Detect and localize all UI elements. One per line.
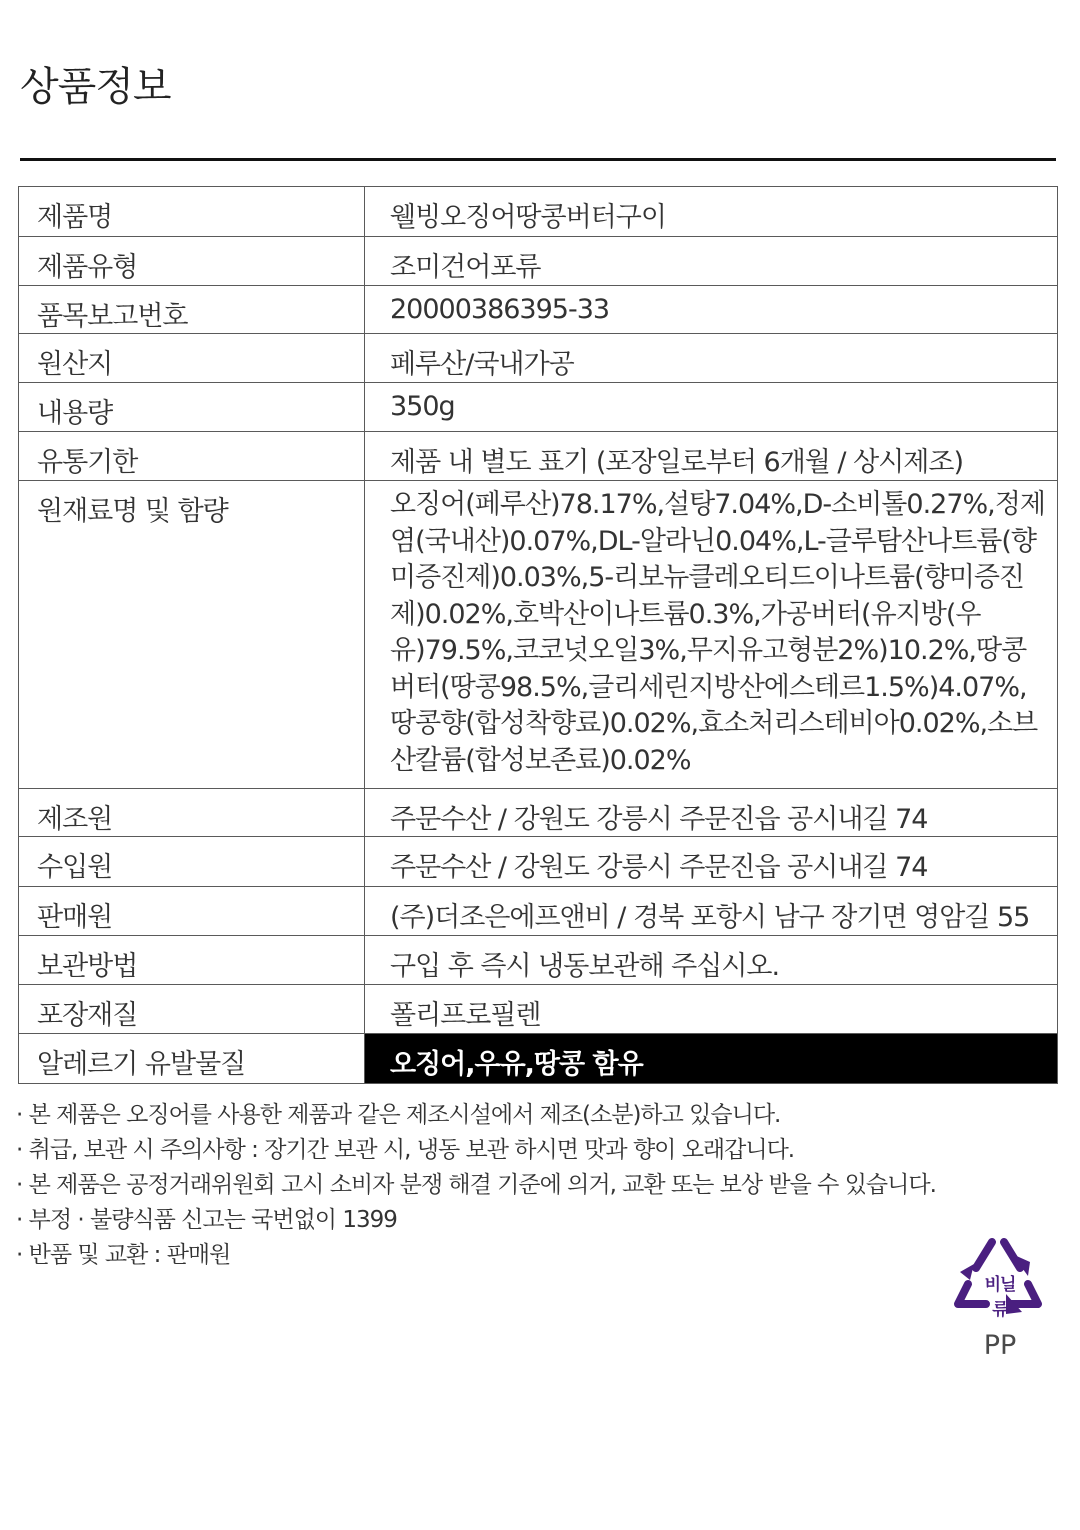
product-info-table (18, 186, 1058, 1084)
row-value-product-type: 조미건어포류 (365, 237, 1058, 286)
notice-item: · 부정 · 불량식품 신고는 국번없이 1399 (16, 1203, 936, 1238)
row-value-storage: 구입 후 즉시 냉동보관해 주십시오. (365, 936, 1058, 985)
row-value-manufacturer: 주문수산 / 강원도 강릉시 주문진읍 공시내길 74 (365, 789, 1058, 837)
row-label-product-type: 제품유형 (19, 237, 365, 286)
row-value-importer: 주문수산 / 강원도 강릉시 주문진읍 공시내길 74 (365, 837, 1058, 887)
row-label-storage: 보관방법 (19, 936, 365, 985)
notice-item: · 취급, 보관 시 주의사항 : 장기간 보관 시, 냉동 보관 하시면 맛과 향이 오래갑니다. (16, 1133, 936, 1168)
row-value-expiration: 제품 내 별도 표기 (포장일로부터 6개월 / 상시제조) (365, 432, 1058, 481)
table-row (19, 383, 1058, 432)
notice-list (16, 1098, 936, 1273)
table-row (19, 481, 1058, 789)
recycle-category-label: 비닐류 (984, 1275, 1016, 1320)
table-row (19, 887, 1058, 936)
row-label-product-name: 제품명 (19, 187, 365, 237)
notice-item: · 본 제품은 공정거래위원회 고시 소비자 분쟁 해결 기준에 의거, 교환 또는 보상 받을 수 있습니다. (16, 1168, 936, 1203)
table-row (19, 936, 1058, 985)
row-label-allergens: 알레르기 유발물질 (19, 1034, 365, 1084)
row-label-manufacturer: 제조원 (19, 789, 365, 837)
table-row (19, 985, 1058, 1034)
table-row (19, 432, 1058, 481)
row-value-allergens: 오징어,우유,땅콩 함유 (365, 1034, 1058, 1084)
row-value-packaging: 폴리프로필렌 (365, 985, 1058, 1034)
recycle-material-label: PP (983, 1330, 1017, 1361)
table-row (19, 237, 1058, 286)
row-label-packaging: 포장재질 (19, 985, 365, 1034)
row-value-origin: 페루산/국내가공 (365, 334, 1058, 383)
table-row (19, 286, 1058, 334)
table-row (19, 837, 1058, 887)
table-row (19, 187, 1058, 237)
title-divider (20, 158, 1056, 161)
table-row (19, 1034, 1058, 1084)
row-value-report-number: 20000386395-33 (365, 286, 1058, 334)
row-label-report-number: 품목보고번호 (19, 286, 365, 334)
row-value-ingredients: 오징어(페루산)78.17%,설탕7.04%,D-소비톨0.27%,정제염(국내산)0.07%,DL-알라닌0.04%,L-글루탐산나트륨(향미증진제)0.03%,5-리보뉴클레오티드이나트륨(향미증진제)0.02%,호박산이나트륨0.3%,가공버터(유지방(우유)79.5%,코코넛오일3%,무지유고형분2%)10.2%,땅콩버터(땅콩98.5%,글리세린지방산에스테르1.5%)4.07%,땅콩향(합성착향료)0.02%,효소처리스테비아0.02%,소브산칼륨(합성보존료)0.02% (365, 481, 1058, 789)
page-title: 상품정보 (20, 64, 171, 110)
row-label-importer: 수입원 (19, 837, 365, 887)
row-label-ingredients: 원재료명 및 함량 (19, 481, 365, 789)
row-label-seller: 판매원 (19, 887, 365, 936)
table-row (19, 334, 1058, 383)
row-value-net-weight: 350g (365, 383, 1058, 432)
table-row (19, 789, 1058, 837)
row-label-origin: 원산지 (19, 334, 365, 383)
row-value-seller: (주)더조은에프앤비 / 경북 포항시 남구 장기면 영암길 55 (365, 887, 1058, 936)
row-label-net-weight: 내용량 (19, 383, 365, 432)
row-value-product-name: 웰빙오징어땅콩버터구이 (365, 187, 1058, 237)
notice-item: · 반품 및 교환 : 판매원 (16, 1238, 936, 1273)
notice-item: · 본 제품은 오징어를 사용한 제품과 같은 제조시설에서 제조(소분)하고 있습니다. (16, 1098, 936, 1133)
row-label-expiration: 유통기한 (19, 432, 365, 481)
